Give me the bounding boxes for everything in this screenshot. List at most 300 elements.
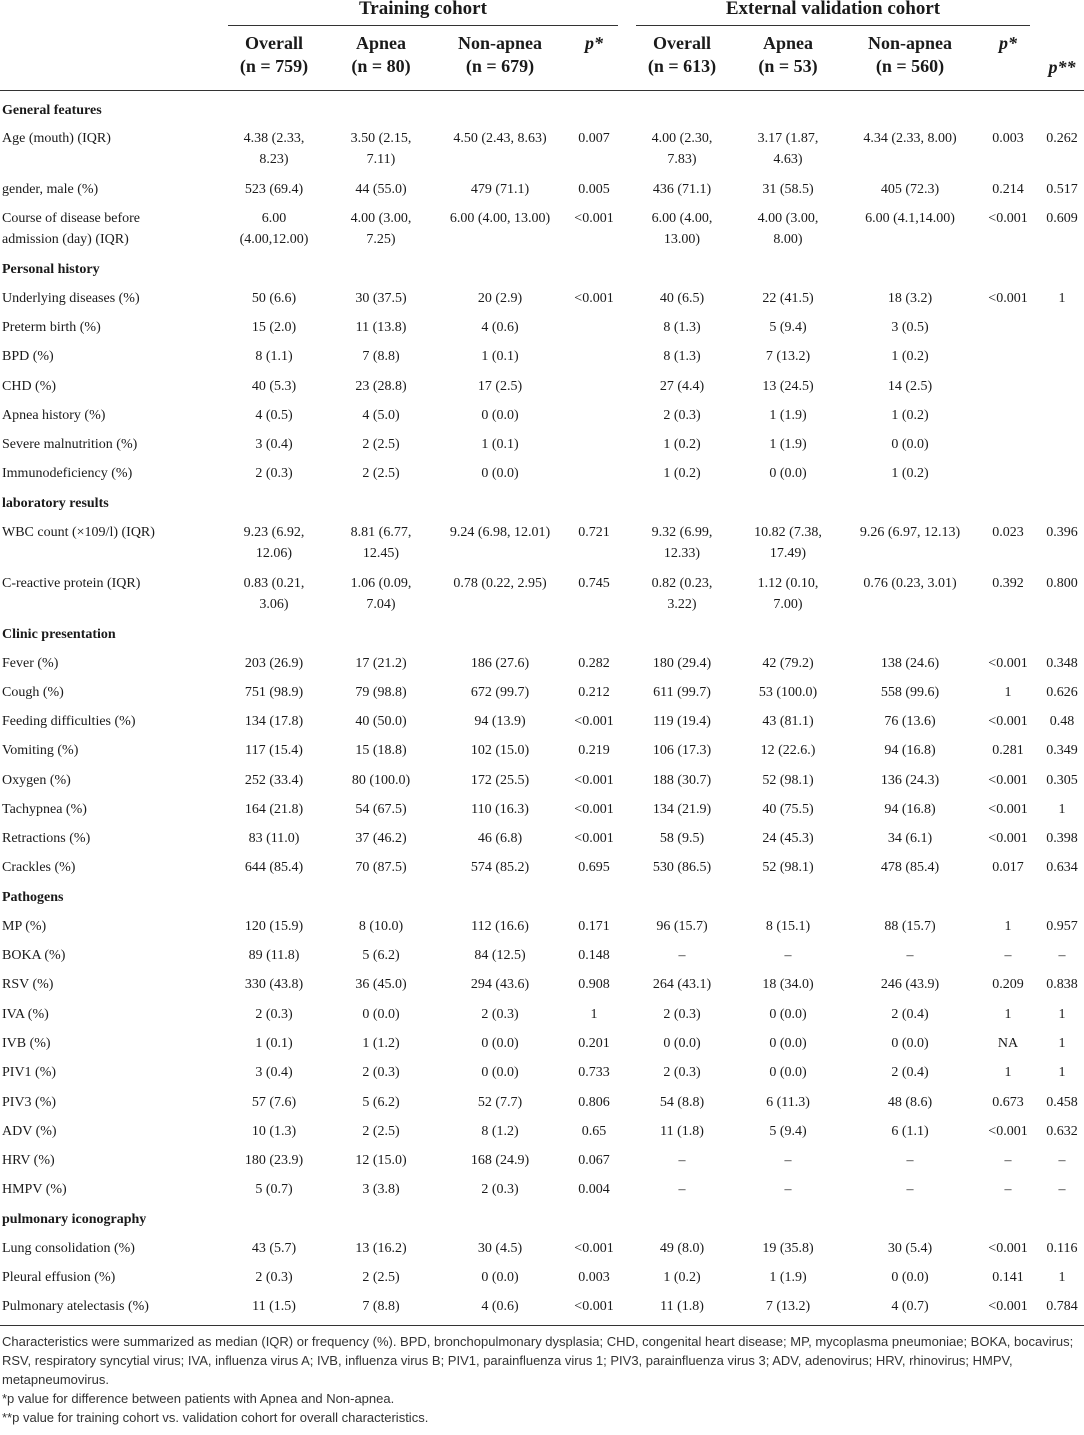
cell-training-overall: 180 (23.9)	[244, 1153, 304, 1168]
cell-training-overall: 751 (98.9)	[244, 685, 304, 700]
cell-training-apnea: 0 (0.0)	[362, 1007, 400, 1022]
cell-validation-nonapnea: 88 (15.7)	[884, 919, 936, 934]
cell-training-nonapnea: 102 (15.0)	[470, 743, 530, 758]
cell-training-apnea: 15 (18.8)	[355, 743, 407, 758]
row-label: BOKA (%)	[2, 948, 66, 963]
cell-validation-nonapnea: 2 (0.4)	[891, 1065, 929, 1080]
cell-training-nonapnea: 4 (0.6)	[481, 320, 519, 335]
cell-training-p: 0.695	[578, 860, 610, 875]
cell-p2: 1	[1058, 1036, 1066, 1051]
group-header-training: Training cohort	[359, 0, 487, 19]
section-title: Personal history	[2, 262, 100, 277]
cell-validation-p: 1	[1004, 685, 1012, 700]
col-header-validation-apnea: Apnea (n = 53)	[758, 33, 818, 76]
cell-training-apnea: 80 (100.0)	[351, 773, 411, 788]
cell-validation-nonapnea: 48 (8.6)	[887, 1095, 933, 1110]
cell-validation-overall: 11 (1.8)	[660, 1299, 704, 1314]
cell-training-apnea: 5 (6.2)	[362, 1095, 400, 1110]
cell-validation-p: –	[1004, 1153, 1012, 1168]
cell-training-p: 0.007	[578, 131, 610, 146]
group-underline-training	[228, 25, 618, 26]
cell-training-overall: 83 (11.0)	[248, 831, 300, 846]
cell-p2: 0.800	[1046, 576, 1078, 591]
cell-p2: –	[1058, 948, 1066, 963]
cell-training-apnea: 5 (6.2)	[362, 948, 400, 963]
cell-validation-apnea: 22 (41.5)	[762, 291, 814, 306]
cell-validation-overall: 54 (8.8)	[659, 1095, 705, 1110]
cell-p2: 0.458	[1046, 1095, 1078, 1110]
cell-p2: 0.609	[1046, 211, 1078, 226]
cell-validation-apnea: 18 (34.0)	[762, 977, 814, 992]
cell-training-p: 0.003	[578, 1270, 610, 1285]
cell-validation-p: <0.001	[988, 1299, 1028, 1314]
cell-validation-apnea: 4.00 (3.00, 8.00)	[757, 211, 819, 247]
cell-training-apnea: 40 (50.0)	[355, 714, 407, 729]
cell-training-p: 0.201	[578, 1036, 610, 1051]
cell-validation-overall: 11 (1.8)	[660, 1124, 704, 1139]
cell-training-nonapnea: 0 (0.0)	[481, 1065, 519, 1080]
row-label: PIV1 (%)	[2, 1065, 57, 1080]
cell-training-overall: 15 (2.0)	[251, 320, 297, 335]
row-label: Vomiting (%)	[2, 743, 79, 758]
cell-validation-apnea: 0 (0.0)	[769, 1007, 807, 1022]
cell-validation-p: <0.001	[988, 211, 1028, 226]
cell-validation-apnea: 0 (0.0)	[769, 1036, 807, 1051]
cell-training-nonapnea: 52 (7.7)	[477, 1095, 523, 1110]
cell-training-apnea: 8 (10.0)	[358, 919, 404, 934]
cell-training-p: 0.212	[578, 685, 610, 700]
footnote-p-single: *p value for difference between patients with Apnea and Non-apnea.	[2, 1391, 395, 1406]
cell-training-p: 1	[590, 1007, 598, 1022]
row-label: RSV (%)	[2, 977, 54, 992]
cell-validation-p: <0.001	[988, 656, 1028, 671]
section-title: General features	[2, 103, 102, 118]
cell-validation-nonapnea: 0 (0.0)	[891, 1270, 929, 1285]
cell-p2: 0.957	[1046, 919, 1078, 934]
cell-validation-nonapnea: 34 (6.1)	[887, 831, 933, 846]
cell-validation-nonapnea: 138 (24.6)	[880, 656, 940, 671]
cell-training-apnea: 2 (2.5)	[362, 437, 400, 452]
cell-validation-nonapnea: 2 (0.4)	[891, 1007, 929, 1022]
cell-validation-overall: 2 (0.3)	[663, 1065, 701, 1080]
cell-validation-p: 0.281	[992, 743, 1024, 758]
cell-training-p: 0.806	[578, 1095, 610, 1110]
cell-training-apnea: 13 (16.2)	[355, 1241, 407, 1256]
cell-validation-apnea: 52 (98.1)	[762, 773, 814, 788]
cell-training-apnea: 2 (0.3)	[362, 1065, 400, 1080]
col-header-training-nonapnea: Non-apnea (n = 679)	[457, 33, 542, 76]
col-header-training-overall: Overall (n = 759)	[239, 33, 309, 76]
cell-training-overall: 134 (17.8)	[244, 714, 304, 729]
section-title: pulmonary iconography	[2, 1212, 147, 1227]
row-label: MP (%)	[2, 919, 47, 934]
cell-training-nonapnea: 0 (0.0)	[481, 1036, 519, 1051]
cell-validation-overall: 1 (0.2)	[663, 437, 701, 452]
cell-training-apnea: 23 (28.8)	[355, 379, 407, 394]
row-label: CHD (%)	[2, 379, 57, 394]
cell-training-nonapnea: 110 (16.3)	[471, 802, 529, 817]
cell-training-p: 0.005	[578, 182, 610, 197]
cell-training-apnea: 4.00 (3.00, 7.25)	[350, 211, 412, 247]
cell-training-nonapnea: 2 (0.3)	[481, 1182, 519, 1197]
cell-training-nonapnea: 9.24 (6.98, 12.01)	[449, 525, 551, 540]
cell-validation-overall: 27 (4.4)	[659, 379, 705, 394]
cell-training-nonapnea: 17 (2.5)	[477, 379, 523, 394]
cell-training-overall: 1 (0.1)	[255, 1036, 293, 1051]
cell-validation-overall: 106 (17.3)	[652, 743, 712, 758]
cell-training-apnea: 37 (46.2)	[355, 831, 407, 846]
cell-validation-p: 1	[1004, 1007, 1012, 1022]
cell-validation-apnea: 1.12 (0.10, 7.00)	[757, 576, 819, 612]
section-title: laboratory results	[2, 496, 109, 511]
cell-validation-overall: 6.00 (4.00, 13.00)	[651, 211, 713, 247]
cell-training-overall: 164 (21.8)	[244, 802, 304, 817]
cell-training-apnea: 12 (15.0)	[355, 1153, 407, 1168]
cell-training-p: <0.001	[574, 831, 614, 846]
cell-training-overall: 4.38 (2.33, 8.23)	[243, 131, 305, 167]
cell-training-apnea: 11 (13.8)	[355, 320, 407, 335]
cell-validation-nonapnea: –	[906, 1153, 914, 1168]
cell-validation-overall: 180 (29.4)	[652, 656, 712, 671]
cell-validation-apnea: 7 (13.2)	[765, 349, 811, 364]
cell-validation-apnea: 1 (1.9)	[769, 437, 807, 452]
cell-training-apnea: 70 (87.5)	[355, 860, 407, 875]
row-label: Retractions (%)	[2, 831, 91, 846]
cell-validation-apnea: 0 (0.0)	[769, 466, 807, 481]
cell-validation-apnea: 12 (22.6.)	[760, 743, 816, 758]
section-title: Pathogens	[2, 890, 64, 905]
cell-validation-overall: 2 (0.3)	[663, 408, 701, 423]
row-label: Age (mouth) (IQR)	[2, 131, 111, 146]
cell-validation-p: 1	[1004, 1065, 1012, 1080]
cell-p2: 0.632	[1046, 1124, 1078, 1139]
cell-p2: 0.305	[1046, 773, 1078, 788]
cell-training-overall: 8 (1.1)	[255, 349, 293, 364]
cell-validation-overall: 2 (0.3)	[663, 1007, 701, 1022]
cell-validation-apnea: 19 (35.8)	[762, 1241, 814, 1256]
cell-training-apnea: 7 (8.8)	[362, 1299, 400, 1314]
cell-training-nonapnea: 574 (85.2)	[470, 860, 530, 875]
col-header-validation-p: p*	[999, 33, 1017, 53]
cell-validation-nonapnea: 1 (0.2)	[891, 408, 929, 423]
cell-training-p: 0.745	[578, 576, 610, 591]
cell-p2: 0.262	[1046, 131, 1078, 146]
cell-training-overall: 43 (5.7)	[251, 1241, 297, 1256]
cell-validation-overall: 9.32 (6.99, 12.33)	[651, 525, 713, 561]
cell-training-p: <0.001	[574, 714, 614, 729]
cell-validation-nonapnea: 136 (24.3)	[880, 773, 940, 788]
cell-validation-p: 0.141	[992, 1270, 1024, 1285]
cell-training-overall: 3 (0.4)	[255, 1065, 293, 1080]
cell-training-apnea: 3 (3.8)	[362, 1182, 400, 1197]
cell-training-apnea: 36 (45.0)	[355, 977, 407, 992]
cell-validation-nonapnea: 558 (99.6)	[880, 685, 940, 700]
cell-validation-nonapnea: 6 (1.1)	[891, 1124, 929, 1139]
cell-validation-p: <0.001	[988, 291, 1028, 306]
row-label: Underlying diseases (%)	[2, 291, 140, 306]
cell-validation-overall: 134 (21.9)	[652, 802, 712, 817]
cell-p2: 0.349	[1046, 743, 1078, 758]
row-label: Crackles (%)	[2, 860, 76, 875]
cell-training-apnea: 2 (2.5)	[362, 1270, 400, 1285]
cell-training-apnea: 4 (5.0)	[362, 408, 400, 423]
cell-training-p: 0.721	[578, 525, 610, 540]
cell-training-overall: 203 (26.9)	[244, 656, 304, 671]
cell-training-overall: 50 (6.6)	[251, 291, 297, 306]
cell-validation-apnea: 40 (75.5)	[762, 802, 814, 817]
cell-p2: 0.398	[1046, 831, 1078, 846]
row-label: Severe malnutrition (%)	[2, 437, 138, 452]
row-label: WBC count (×109/l) (IQR)	[2, 525, 155, 540]
row-label: Fever (%)	[2, 656, 59, 671]
row-label: Oxygen (%)	[2, 773, 71, 788]
cell-training-nonapnea: 0.78 (0.22, 2.95)	[453, 576, 547, 591]
cell-training-p: 0.171	[578, 919, 610, 934]
cell-training-p: 0.219	[578, 743, 610, 758]
cell-training-overall: 11 (1.5)	[252, 1299, 296, 1314]
cell-training-nonapnea: 4 (0.6)	[481, 1299, 519, 1314]
cell-validation-p: <0.001	[988, 802, 1028, 817]
cell-validation-nonapnea: 4.34 (2.33, 8.00)	[863, 131, 957, 146]
cell-validation-overall: 530 (86.5)	[652, 860, 712, 875]
cell-p2: –	[1058, 1182, 1066, 1197]
row-label: Course of disease before admission (day) (IQR)	[2, 211, 141, 247]
cell-validation-overall: 1 (0.2)	[663, 1270, 701, 1285]
cell-validation-apnea: 52 (98.1)	[762, 860, 814, 875]
cell-validation-nonapnea: –	[906, 1182, 914, 1197]
cell-validation-overall: 58 (9.5)	[659, 831, 705, 846]
cell-training-nonapnea: 186 (27.6)	[470, 656, 530, 671]
header-rule	[0, 90, 1084, 91]
bottom-rule	[0, 1325, 1084, 1326]
cell-training-nonapnea: 4.50 (2.43, 8.63)	[453, 131, 547, 146]
row-label: HRV (%)	[2, 1153, 55, 1168]
cell-validation-overall: 8 (1.3)	[663, 320, 701, 335]
cell-validation-nonapnea: 478 (85.4)	[880, 860, 940, 875]
cell-training-p: <0.001	[574, 802, 614, 817]
cell-validation-apnea: 7 (13.2)	[765, 1299, 811, 1314]
cell-training-apnea: 1 (1.2)	[362, 1036, 400, 1051]
cell-validation-p: <0.001	[988, 1241, 1028, 1256]
cell-validation-p: NA	[997, 1036, 1019, 1051]
cell-training-apnea: 79 (98.8)	[355, 685, 407, 700]
cell-validation-apnea: 24 (45.3)	[762, 831, 814, 846]
cell-validation-p: 0.017	[992, 860, 1024, 875]
cell-validation-nonapnea: 94 (16.8)	[884, 802, 936, 817]
row-label: PIV3 (%)	[2, 1095, 57, 1110]
cell-training-overall: 523 (69.4)	[244, 182, 304, 197]
cell-training-nonapnea: 8 (1.2)	[481, 1124, 519, 1139]
cell-validation-apnea: 1 (1.9)	[769, 408, 807, 423]
row-label: Preterm birth (%)	[2, 320, 101, 335]
cell-training-nonapnea: 46 (6.8)	[477, 831, 523, 846]
cell-training-nonapnea: 1 (0.1)	[481, 437, 519, 452]
cell-validation-overall: 611 (99.7)	[653, 685, 711, 700]
cell-training-apnea: 1.06 (0.09, 7.04)	[350, 576, 412, 612]
row-label: Immunodeficiency (%)	[2, 466, 133, 481]
cell-training-apnea: 8.81 (6.77, 12.45)	[350, 525, 412, 561]
cell-validation-apnea: 8 (15.1)	[765, 919, 811, 934]
cell-training-overall: 9.23 (6.92, 12.06)	[243, 525, 305, 561]
cell-training-p: <0.001	[574, 1299, 614, 1314]
cell-training-overall: 2 (0.3)	[255, 1270, 293, 1285]
cell-validation-overall: 0 (0.0)	[663, 1036, 701, 1051]
table-footnotes	[2, 1332, 1082, 1427]
row-label: ADV (%)	[2, 1124, 57, 1139]
cell-validation-apnea: 53 (100.0)	[758, 685, 818, 700]
cell-validation-apnea: 10.82 (7.38, 17.49)	[754, 525, 822, 561]
cell-validation-apnea: 42 (79.2)	[762, 656, 814, 671]
cell-training-overall: 252 (33.4)	[244, 773, 304, 788]
cell-training-overall: 3 (0.4)	[255, 437, 293, 452]
cell-training-nonapnea: 112 (16.6)	[471, 919, 529, 934]
cell-p2: 1	[1058, 291, 1066, 306]
cell-validation-apnea: 43 (81.1)	[762, 714, 814, 729]
row-label: HMPV (%)	[2, 1182, 67, 1197]
cell-validation-p: 0.023	[992, 525, 1024, 540]
cell-training-p: 0.067	[578, 1153, 610, 1168]
cell-p2: 1	[1058, 1007, 1066, 1022]
cell-validation-p: <0.001	[988, 1124, 1028, 1139]
group-underline-validation	[636, 25, 1030, 26]
cell-p2: 1	[1058, 802, 1066, 817]
cell-training-overall: 10 (1.3)	[251, 1124, 297, 1139]
cell-training-apnea: 44 (55.0)	[355, 182, 407, 197]
cell-validation-p: 0.003	[992, 131, 1024, 146]
group-header-validation: External validation cohort	[725, 0, 941, 19]
row-label: Pulmonary atelectasis (%)	[2, 1299, 149, 1314]
cell-training-overall: 57 (7.6)	[251, 1095, 297, 1110]
cell-training-nonapnea: 0 (0.0)	[481, 1270, 519, 1285]
cell-validation-overall: –	[678, 948, 686, 963]
cell-training-overall: 117 (15.4)	[245, 743, 303, 758]
cell-validation-overall: 40 (6.5)	[659, 291, 705, 306]
row-label: Apnea history (%)	[2, 408, 106, 423]
cell-validation-overall: 8 (1.3)	[663, 349, 701, 364]
cell-training-overall: 644 (85.4)	[244, 860, 304, 875]
cell-p2: 0.626	[1046, 685, 1078, 700]
cell-training-nonapnea: 2 (0.3)	[481, 1007, 519, 1022]
cell-validation-overall: –	[678, 1182, 686, 1197]
cell-validation-p: <0.001	[988, 773, 1028, 788]
cell-validation-overall: 264 (43.1)	[652, 977, 712, 992]
cell-validation-nonapnea: 9.26 (6.97, 12.13)	[859, 525, 961, 540]
cell-validation-p: <0.001	[988, 831, 1028, 846]
cell-training-p: <0.001	[574, 773, 614, 788]
cell-p2: 0.48	[1049, 714, 1075, 729]
col-header-training-apnea: Apnea (n = 80)	[351, 33, 411, 76]
row-label: Tachypnea (%)	[2, 802, 87, 817]
cell-training-nonapnea: 94 (13.9)	[474, 714, 526, 729]
cell-validation-nonapnea: 0 (0.0)	[891, 437, 929, 452]
row-label: IVA (%)	[2, 1007, 49, 1022]
cell-training-nonapnea: 0 (0.0)	[481, 408, 519, 423]
cell-training-apnea: 30 (37.5)	[355, 291, 407, 306]
cell-p2: 0.348	[1046, 656, 1078, 671]
cell-training-apnea: 2 (2.5)	[362, 466, 400, 481]
cell-training-overall: 330 (43.8)	[244, 977, 304, 992]
cell-training-nonapnea: 672 (99.7)	[470, 685, 530, 700]
cell-p2: 1	[1058, 1270, 1066, 1285]
cell-p2: 0.396	[1046, 525, 1078, 540]
cell-validation-overall: 188 (30.7)	[652, 773, 712, 788]
cell-training-p: 0.733	[578, 1065, 610, 1080]
row-label: Lung consolidation (%)	[2, 1241, 135, 1256]
cell-training-apnea: 7 (8.8)	[362, 349, 400, 364]
cell-validation-overall: 119 (19.4)	[653, 714, 711, 729]
cell-training-p: 0.148	[578, 948, 610, 963]
cell-training-p: <0.001	[574, 291, 614, 306]
cell-training-overall: 89 (11.8)	[248, 948, 300, 963]
cell-p2: 0.517	[1046, 182, 1078, 197]
cell-p2: 0.634	[1046, 860, 1078, 875]
cell-validation-apnea: –	[784, 1182, 792, 1197]
cell-validation-p: 0.214	[992, 182, 1024, 197]
cell-validation-p: 1	[1004, 919, 1012, 934]
cell-validation-apnea: 6 (11.3)	[766, 1095, 810, 1110]
cell-training-overall: 120 (15.9)	[244, 919, 304, 934]
footnote-abbreviations: Characteristics were summarized as median (IQR) or frequency (%). BPD, bronchopulmonary dysplasia; CHD, congenital heart disease; MP, mycoplasma pneumoniae; BOKA, bocavirus; RSV, respiratory syncytial virus; IVA, influenza virus A; IVB, influenza virus B; PIV1, parainfluenza virus 1; PIV3, parainfluenza virus 3; ADV, adenovirus; HRV, rhinovirus; HMPV, metapneumovirus.	[2, 1334, 1074, 1387]
cell-training-overall: 4 (0.5)	[255, 408, 293, 423]
row-label: Cough (%)	[2, 685, 64, 700]
cell-training-apnea: 3.50 (2.15, 7.11)	[350, 131, 412, 167]
cell-validation-overall: –	[678, 1153, 686, 1168]
cell-training-nonapnea: 20 (2.9)	[477, 291, 523, 306]
cell-validation-nonapnea: –	[906, 948, 914, 963]
cell-training-nonapnea: 30 (4.5)	[477, 1241, 523, 1256]
cell-validation-apnea: 31 (58.5)	[762, 182, 814, 197]
cell-validation-nonapnea: 0 (0.0)	[891, 1036, 929, 1051]
cell-training-nonapnea: 168 (24.9)	[470, 1153, 530, 1168]
cell-training-nonapnea: 84 (12.5)	[474, 948, 526, 963]
cell-training-apnea: 17 (21.2)	[355, 656, 407, 671]
cell-training-apnea: 2 (2.5)	[362, 1124, 400, 1139]
cell-validation-nonapnea: 3 (0.5)	[891, 320, 929, 335]
cell-validation-nonapnea: 94 (16.8)	[884, 743, 936, 758]
col-header-p2: p**	[1048, 57, 1076, 77]
cell-training-nonapnea: 294 (43.6)	[470, 977, 530, 992]
cell-validation-nonapnea: 14 (2.5)	[887, 379, 933, 394]
cell-validation-apnea: 0 (0.0)	[769, 1065, 807, 1080]
cell-validation-nonapnea: 18 (3.2)	[887, 291, 933, 306]
cell-validation-nonapnea: 0.76 (0.23, 3.01)	[863, 576, 957, 591]
cell-training-overall: 6.00 (4.00,12.00)	[239, 211, 309, 247]
cell-validation-p: –	[1004, 1182, 1012, 1197]
footnote-p-double: **p value for training cohort vs. validation cohort for overall characteristics.	[2, 1410, 429, 1425]
cell-training-p: <0.001	[574, 1241, 614, 1256]
cell-training-apnea: 54 (67.5)	[355, 802, 407, 817]
cell-validation-apnea: 5 (9.4)	[769, 1124, 807, 1139]
cell-validation-p: 0.392	[992, 576, 1024, 591]
col-header-training-p: p*	[585, 33, 603, 53]
cell-training-nonapnea: 6.00 (4.00, 13.00)	[449, 211, 551, 226]
cell-validation-apnea: –	[784, 948, 792, 963]
cell-validation-nonapnea: 76 (13.6)	[884, 714, 936, 729]
cell-training-overall: 2 (0.3)	[255, 466, 293, 481]
cell-training-nonapnea: 1 (0.1)	[481, 349, 519, 364]
cell-validation-p: 0.209	[992, 977, 1024, 992]
section-title: Clinic presentation	[2, 627, 116, 642]
cell-training-p: 0.282	[578, 656, 610, 671]
cell-validation-apnea: 5 (9.4)	[769, 320, 807, 335]
cell-validation-nonapnea: 4 (0.7)	[891, 1299, 929, 1314]
col-header-validation-nonapnea: Non-apnea (n = 560)	[867, 33, 952, 76]
cell-validation-overall: 0.82 (0.23, 3.22)	[651, 576, 713, 612]
cell-validation-overall: 436 (71.1)	[652, 182, 712, 197]
cell-training-nonapnea: 172 (25.5)	[470, 773, 530, 788]
cell-validation-nonapnea: 1 (0.2)	[891, 349, 929, 364]
cell-p2: 0.116	[1046, 1241, 1078, 1256]
